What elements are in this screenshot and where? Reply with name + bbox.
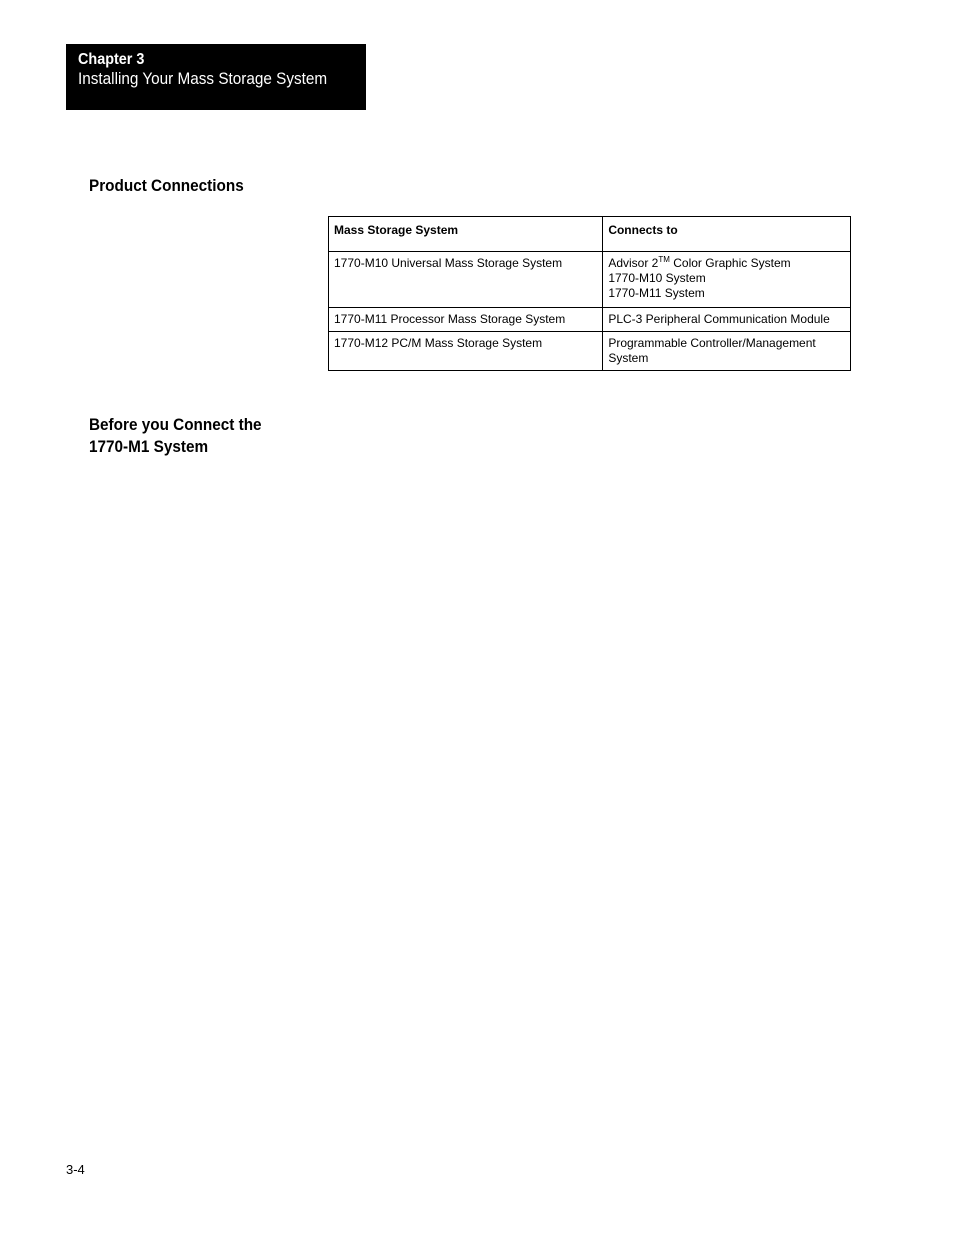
product-connections-table [328, 216, 851, 371]
table-cell-system [329, 332, 603, 371]
table-cell-connects [603, 308, 851, 332]
section-heading-before-connect [89, 414, 262, 458]
system-name: 1770-M10 Universal Mass Storage System [334, 256, 563, 270]
chapter-title: Installing Your Mass Storage System [78, 69, 328, 88]
heading-line-2: 1770-M1 System [89, 437, 209, 456]
heading-line-1: Before you Connect the [89, 415, 262, 434]
column-header-mass-storage-system: Mass Storage System [329, 217, 603, 252]
chapter-banner [66, 44, 366, 110]
connects-m10: 1770-M10 System [608, 271, 706, 285]
connects-plc3: PLC-3 Peripheral Communication Module [608, 312, 830, 326]
page-number: 3-4 [66, 1162, 85, 1177]
column-header-connects-to: Connects to [603, 217, 851, 252]
table-cell-system [329, 308, 603, 332]
system-name: 1770-M12 PC/M Mass Storage System [334, 336, 543, 350]
table-cell-connects [603, 332, 851, 371]
connects-advisor: Advisor 2™ Color Graphic System [608, 255, 791, 270]
trademark-mark: TM [658, 255, 670, 264]
connects-m11: 1770-M11 System [608, 286, 705, 300]
section-heading-product-connections: Product Connections [89, 176, 244, 195]
system-name: 1770-M11 Processor Mass Storage System [334, 312, 566, 326]
table-row [329, 252, 851, 308]
chapter-number: Chapter 3 [78, 51, 145, 68]
connects-pcm: Programmable Controller/Management System [608, 336, 816, 365]
table-cell-system [329, 252, 603, 308]
table-header-row [329, 217, 851, 252]
table-cell-connects [603, 252, 851, 308]
table-row [329, 332, 851, 371]
table-row [329, 308, 851, 332]
